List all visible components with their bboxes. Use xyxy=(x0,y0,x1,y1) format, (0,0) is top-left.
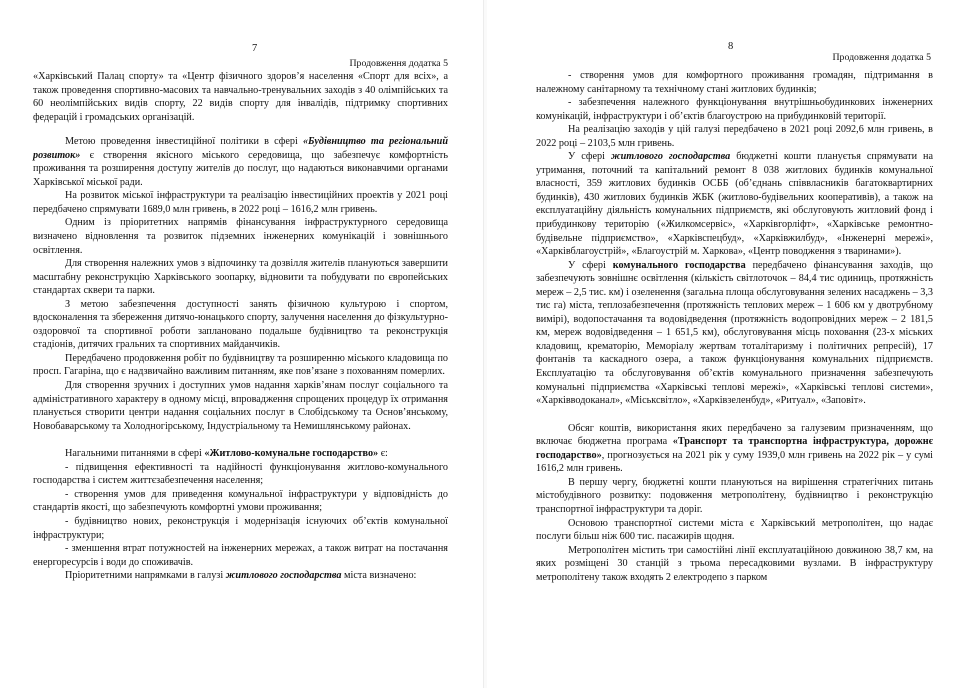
paragraph: У сфері комунального господарства передбачено фінансування заходів, що забезпечують зовнішнє освітлення (кількість світлоточок – 84,4 тис одиниць, протяжність мереж – 2,5 тис. км) і озеленення (загальна площа обслуговування зелених насаджень – 3,3 тис га) міста, теплозабезпечення (протяжність теплових мереж – 1 606 км у двотрубному вимірі), водопостачання та водовідведення (протяжність водопровідних мереж – 2 181,5 км, мереж водовідведення – 1 651,5 км), обслуговування місць поховання (23-х міських кладовищ, крематорію, Меморіалу жертвам тоталітаризму і політичних репресій), 17 фонтанів та каскадного озера, а також функціонування комунальних підприємств. Експлуатацію та обслуговування об’єктів комунального призначення забезпечують комунальні підприємства «Харківські теплові мережі», «Харківські теплові системи», «Харківводоканал», «Міськсвітло», «Харківзеленбуд», «Ритуал», «Заповіт». xyxy=(536,259,934,407)
paragraph: Нагальними питаннями в сфері «Житлово-комунальне господарство» є: xyxy=(65,448,388,460)
emphasis: житлового господарства xyxy=(225,570,342,582)
paragraph: З метою забезпечення доступності занять фізичною культурою і спортом, вдосконалення та збереження дитячо-юнацького спорту, залучення населення до фізкультурно-оздоровчої та спортивної роботи заплановано подальше будівництво та реконструкція стадіонів, дитячих гральних та спортивних майданчиків. xyxy=(33,298,448,351)
page-number: 7 xyxy=(252,43,258,54)
paragraph: На розвиток міської інфраструктури та реалізацію інвестиційних проектів у 2021 році передбачено спрямувати 1689,0 млн гривень, в 2022 році – 1616,2 млн гривень. xyxy=(33,190,448,215)
paragraph: Передбачено продовження робіт по будівництву та розширенню міського кладовища по просп. Гагаріна, що є надзвичайно важливим питанням, яке пов’язане з похованням померлих. xyxy=(33,352,448,378)
emphasis: комунального господарства xyxy=(612,259,746,271)
paragraph: Пріоритетними напрямками в галузі житлового господарства міста визначено: xyxy=(65,570,417,582)
paragraph: Для створення належних умов з відпочинку та дозвілля жителів плануються завершити масштабну реконструкцію Харківського зоопарку, відновити та побудувати по європейських стандартах сквери та парки. xyxy=(33,258,448,297)
list-item: - будівництво нових, реконструкція і модернізація існуючих об’єктів комунальної інфраструктури; xyxy=(33,515,448,541)
paragraph: Метрополітен містить три самостійні лінії експлуатаційною довжиною 38,7 км, на яких розміщені 30 станцій з трьома пересадковими вузлами. В інфраструктуру метрополітену також входять 2 електродепо з парком xyxy=(536,544,933,583)
list-item: - створення умов для приведення комунальної інфраструктури у відповідність до стандартів якості, що забезпечують комфортні умови проживання; xyxy=(33,488,448,514)
paragraph: «Харківський Палац спорту» та «Центр фізичного здоров’я населення «Спорт для всіх», а також проведення спортивно-масових та навчально-тренувальних заходів з 40 олімпійських та 60 неолімпійських видів спорту, 22 видів спорту для інвалідів, підтримку спортивних федерацій і громадських організацій. xyxy=(33,71,448,123)
paragraph: Основою транспортної системи міста є Харківський метрополітен, що надає послуги більш ніж 600 тис. пасажирів щодня. xyxy=(536,517,933,543)
paragraph: На реалізацію заходів у цій галузі передбачено в 2021 році 2092,6 млн гривень, в 2022 році – 2103,5 млн гривень. xyxy=(536,124,933,149)
page-number: 8 xyxy=(728,41,734,52)
paragraph: Метою проведення інвестиційної політики в сфері «Будівництво та регіональний розвиток» є створення якісного міського середовища, що забезпечує комфортність проживання та розширення доступу жителів до послуг, що надаються виконавчими органами Харківської міської ради. xyxy=(33,136,449,188)
paragraph: Для створення зручних і доступних умов надання харків’янам послуг соціального та адміністративного характеру в одному місці, впровадження спрощених процедур їх отримання планується створити центри надання соціальних послуг в Слобідському та Основ’янському, Новобаварському та Холодногірському, Індустріальному та Немишлянському районах. xyxy=(33,380,448,432)
emphasis: «Будівництво та регіональний розвиток» xyxy=(33,136,448,161)
list-item: - зменшення втрат потужностей на інженерних мережах, а також витрат на постачання енергоресурсів і води до споживачів. xyxy=(33,543,448,568)
emphasis: «Транспорт та транспортна інфраструктура, дорожнє господарство» xyxy=(536,436,933,461)
list-item: - забезпечення належного функціонування внутрішньобудинкових інженерних комунікацій, інфраструктури і об’єктів благоустрою на прибудинковій території. xyxy=(536,97,933,122)
page-body xyxy=(486,69,969,584)
page-7 xyxy=(0,0,484,688)
page-8 xyxy=(486,0,969,688)
paragraph: Одним із пріоритетних напрямів фінансування інфраструктурного середовища визначено відновлення та розвиток підземних інженерних комунікацій і зовнішнього освітлення. xyxy=(33,217,448,256)
page-body xyxy=(0,70,484,583)
list-item: - підвищення ефективності та надійності функціонування житлово-комунального господарства і систем життєзабезпечення населення; xyxy=(33,461,448,487)
paragraph: У сфері житлового господарства бюджетні кошти плануєтья спрямувати на утримання, поточний та капітальний ремонт 8 038 житлових будинків комунальної власності, 359 житлових будинків ОСББ (об’єднань співвласників багатоквартирних будинків), 430 житлових будинків ЖБК (житлово-будівельних кооперативів), а також на експлуатаційну діяльність комунальних підприємств, які обслуговують житловий фонд і прибудинкову територію («Жилкомсервіс», «Харківгорліфт», «Харківське ремонтно-будівельне підприємство», «Харківспецбуд», «Харківжилбуд», «Інженерні мережі», «Харківблагоустрій», «Благоустрій м. Харкова», «Центр поводження з тваринами»). xyxy=(536,151,934,258)
list-item: - створення умов для комфортного проживання громадян, підтримання в належному санітарному та технічному стані житлових будинків; xyxy=(536,70,933,95)
paragraph: Обсяг коштів, використання яких передбачено за галузевим призначенням, що включає бюджетна програма «Транспорт та транспортна інфраструктура, дорожнє господарство», прогнозується на 2021 рік у суму 1939,0 млн гривень на 2022 рік – у сумі 1616,2 млн гривень. xyxy=(536,422,933,475)
appendix-header: Продовження додатка 5 xyxy=(349,58,448,69)
paragraph: В першу чергу, бюджетні кошти плануються на вирішення стратегічних питань містобудівного розвитку: подовження метрополітену, будівництво і реконструкцію транспортної інфраструктури та доріг. xyxy=(536,476,933,515)
appendix-header: Продовження додатка 5 xyxy=(832,52,931,63)
emphasis: «Житлово-комунальне господарство» xyxy=(204,448,379,460)
emphasis: житлового господарства xyxy=(610,151,731,163)
